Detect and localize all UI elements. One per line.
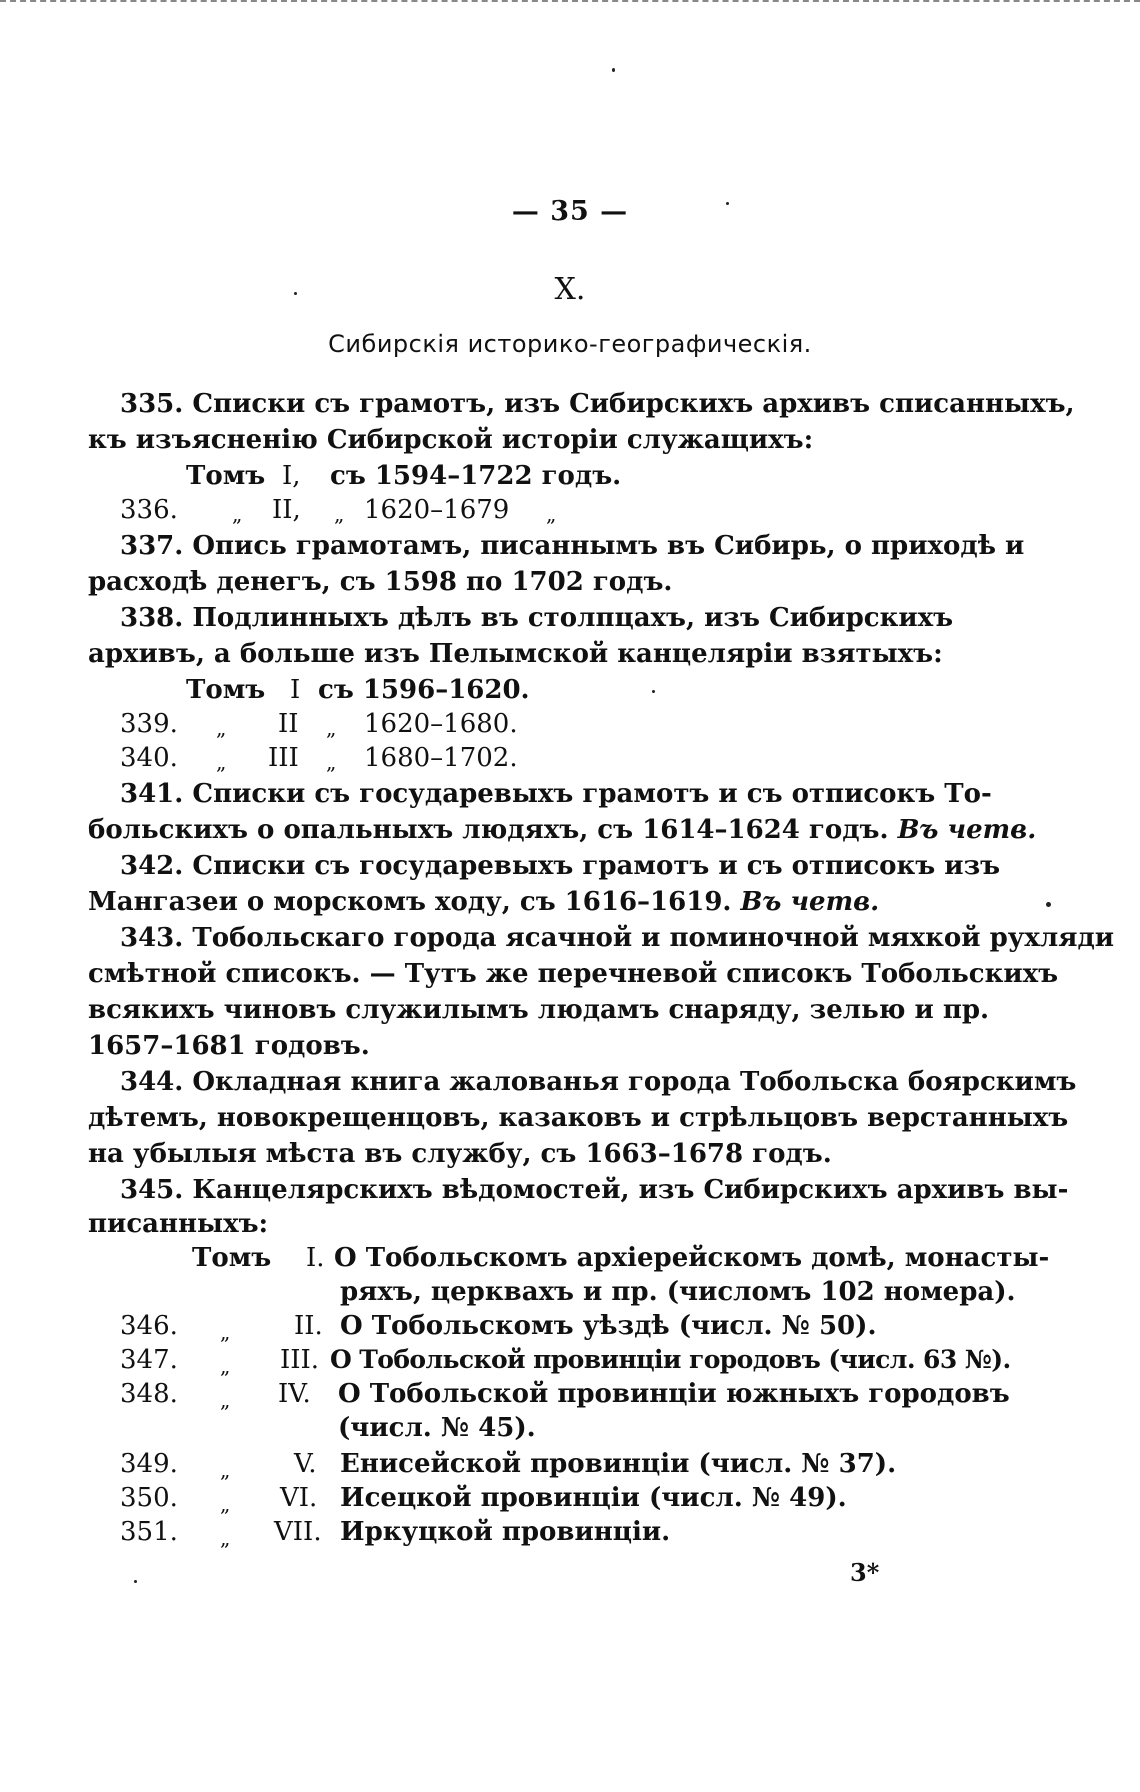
- entry-336-number: 336.: [120, 495, 178, 525]
- entry-345-text-2: ряхъ, церквахъ и пр. (числомъ 102 номера).: [340, 1277, 1016, 1307]
- entry-339-roman: II: [278, 709, 299, 739]
- entry-350-ditto: „: [220, 1492, 231, 1516]
- entry-340-number: 340.: [120, 743, 178, 773]
- entry-337-line-1: 337. Опись грамотамъ, писаннымъ въ Сибирь, о приходѣ и: [120, 531, 1025, 561]
- entry-338-roman: I: [290, 675, 301, 705]
- entry-343-line-1: 343. Тобольскаго города ясачной и поминочной мяхкой рухляди: [120, 923, 1115, 953]
- entry-336-ditto-2: „: [334, 502, 345, 526]
- entry-335-line-2: къ изъясненію Сибирской исторіи служащихъ:: [88, 425, 814, 455]
- entry-338-line-2: архивъ, а больше изъ Пелымской канцеляріи взятыхъ:: [88, 639, 943, 669]
- entry-347-ditto: „: [220, 1354, 231, 1378]
- scan-top-edge: [0, 0, 1140, 6]
- entry-343-line-2: смѣтной списокъ. — Тутъ же перечневой списокъ Тобольскихъ: [88, 959, 1059, 989]
- entry-351-number: 351.: [120, 1517, 178, 1547]
- scan-speck: [1046, 902, 1051, 907]
- entry-339-ditto: „: [216, 716, 227, 740]
- entry-340-years: 1680–1702.: [364, 743, 518, 773]
- entry-351-ditto: „: [220, 1526, 231, 1550]
- entry-341-line-2-text: больскихъ о опальныхъ людяхъ, съ 1614–1624 годъ.: [88, 815, 889, 845]
- entry-345-line-1: 345. Канцелярскихъ вѣдомостей, изъ Сибирскихъ архивъ вы-: [120, 1175, 1069, 1205]
- entry-335-line-1: 335. Списки съ грамотъ, изъ Сибирскихъ архивъ списанныхъ,: [120, 389, 1075, 419]
- entry-336-ditto-3: „: [546, 502, 557, 526]
- entry-351-text: Иркуцкой провинціи.: [340, 1517, 671, 1547]
- entry-350-text: Исецкой провинціи (числ. № 49).: [340, 1483, 847, 1513]
- entry-335-roman: I,: [282, 461, 301, 491]
- entry-342-line-2: [88, 884, 879, 920]
- entry-342-line-1: 342. Списки съ государевыхъ грамотъ и съ отписокъ изъ: [120, 851, 1001, 881]
- entry-341-line-1: 341. Списки съ государевыхъ грамотъ и съ отписокъ То-: [120, 779, 992, 809]
- entry-350-number: 350.: [120, 1483, 178, 1513]
- entry-343-line-3: всякихъ чиновъ служилымъ людамъ снаряду, зелью и пр.: [88, 995, 990, 1025]
- entry-344-line-3: на убылыя мѣста въ службу, съ 1663–1678 годъ.: [88, 1139, 832, 1169]
- entry-346-ditto: „: [220, 1320, 231, 1344]
- entry-347-text: О Тобольской провинціи городовъ (числ. 63 №).: [330, 1345, 1011, 1374]
- entry-348-roman: IV.: [278, 1379, 311, 1409]
- entry-345-roman: I.: [306, 1243, 325, 1273]
- entry-349-ditto: „: [220, 1458, 231, 1482]
- entry-344-line-1: 344. Окладная книга жалованья города Тобольска боярскимъ: [120, 1067, 1077, 1097]
- entry-339-years: 1620–1680.: [364, 709, 518, 739]
- entry-341-line-2: [88, 812, 1036, 848]
- section-title: Сибирскія историко-географическія.: [328, 330, 812, 358]
- entry-336-roman: II,: [272, 495, 301, 525]
- entry-346-text: О Тобольскомъ уѣздѣ (числ. № 50).: [340, 1311, 877, 1341]
- entry-339-ditto-2: „: [326, 716, 337, 740]
- entry-345-volume-label: Томъ: [192, 1243, 272, 1273]
- entry-338-line-1: 338. Подлинныхъ дѣлъ въ столпцахъ, изъ Сибирскихъ: [120, 603, 954, 633]
- signature-mark: 3*: [850, 1558, 880, 1587]
- entry-347-number: 347.: [120, 1345, 178, 1375]
- entry-348-number: 348.: [120, 1379, 178, 1409]
- entry-338-volume-label: Томъ: [186, 675, 266, 705]
- entry-348-ditto: „: [220, 1388, 231, 1412]
- entry-348-text-1: О Тобольской провинціи южныхъ городовъ: [338, 1379, 1010, 1409]
- entry-349-roman: V.: [294, 1449, 317, 1479]
- entry-335-years: съ 1594–1722 годъ.: [330, 461, 622, 491]
- entry-339-number: 339.: [120, 709, 178, 739]
- scan-speck: [612, 68, 615, 72]
- entry-338-years: съ 1596–1620.: [318, 675, 530, 705]
- entry-336-ditto: „: [232, 502, 243, 526]
- entry-340-ditto: „: [216, 750, 227, 774]
- entry-349-text: Енисейской провинціи (числ. № 37).: [340, 1449, 897, 1479]
- page-number: — 35 —: [511, 196, 629, 227]
- entry-348-text-2: (числ. № 45).: [338, 1413, 536, 1443]
- entry-347-roman: III.: [280, 1345, 320, 1375]
- entry-349-number: 349.: [120, 1449, 178, 1479]
- entry-345-line-2: писанныхъ:: [88, 1209, 269, 1239]
- entry-340-roman: III: [268, 743, 299, 773]
- section-number: X.: [554, 272, 586, 307]
- entry-343-line-4: 1657–1681 годовъ.: [88, 1031, 370, 1061]
- entry-342-format: Въ четв.: [740, 887, 880, 917]
- entry-350-roman: VI.: [280, 1483, 318, 1513]
- entry-335-volume-label: Томъ: [186, 461, 266, 491]
- entry-345-text-1: О Тобольскомъ архіерейскомъ домѣ, монасты-: [334, 1243, 1050, 1273]
- scan-speck: [652, 690, 655, 693]
- entry-340-ditto-2: „: [326, 750, 337, 774]
- entry-342-line-2-text: Мангазеи о морскомъ ходу, съ 1616–1619.: [88, 887, 732, 917]
- entry-351-roman: VII.: [274, 1517, 322, 1547]
- entry-344-line-2: дѣтемъ, новокрещенцовъ, казаковъ и стрѣльцовъ верстанныхъ: [88, 1103, 1069, 1133]
- entry-346-number: 346.: [120, 1311, 178, 1341]
- scan-speck: [134, 1580, 137, 1583]
- entry-336-years: 1620–1679: [364, 495, 510, 525]
- entry-337-line-2: расходѣ денегъ, съ 1598 по 1702 годъ.: [88, 567, 673, 597]
- entry-346-roman: II.: [294, 1311, 323, 1341]
- entry-341-format: Въ четв.: [897, 815, 1037, 845]
